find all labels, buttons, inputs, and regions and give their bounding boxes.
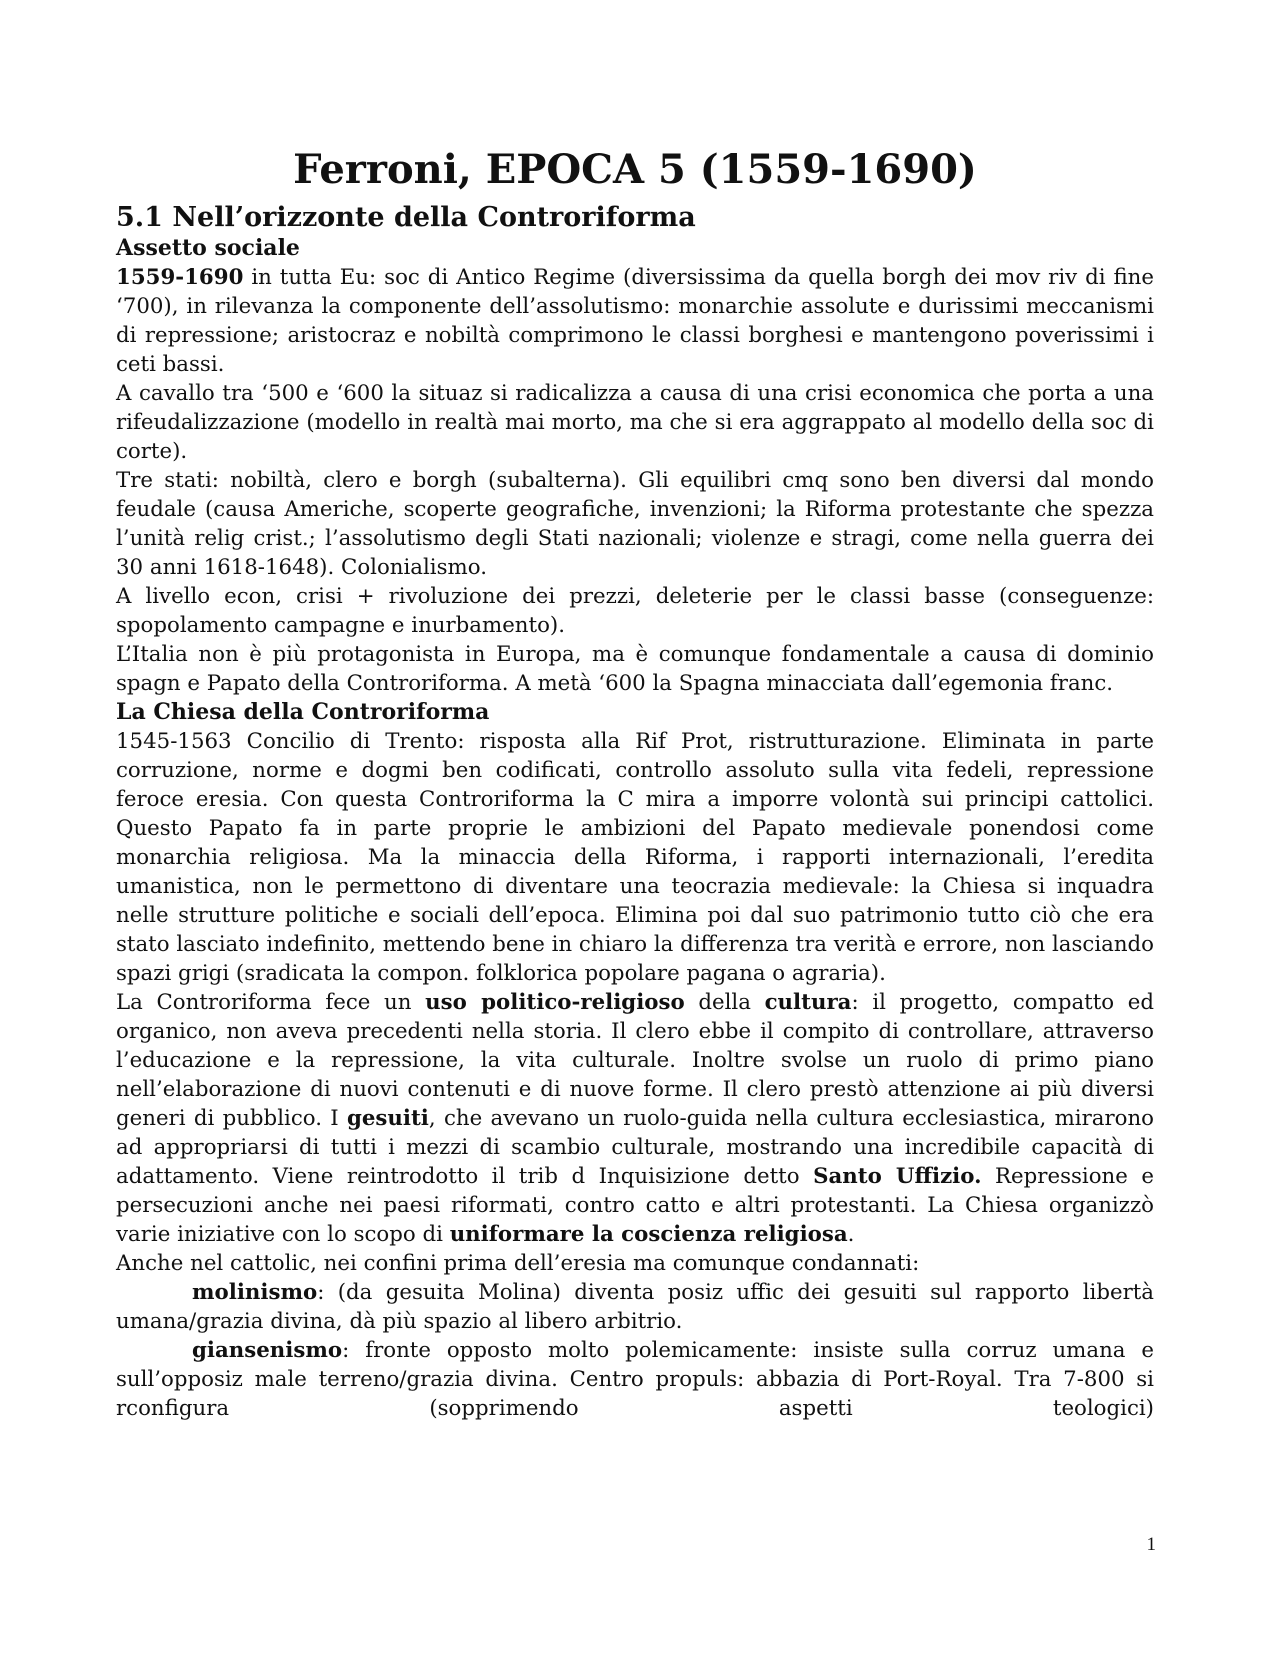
page-content [116, 144, 1154, 1423]
bold-term: uso politico-religioso [425, 990, 685, 1015]
bold-term: Santo Uffizio. [813, 1164, 982, 1189]
bold-term: cultura [764, 990, 852, 1015]
subheading-assetto-sociale: Assetto sociale [116, 235, 300, 261]
text-run: . [847, 1222, 855, 1247]
paragraph-7 [116, 988, 1154, 1249]
text-run: : (da gesuita Molina) diventa posiz uffic dei gesuiti sul rapporto libertà umana/grazia divina, dà più spazio al libero arbitrio. [116, 1280, 1154, 1334]
paragraph-6: 1545-1563 Concilio di Trento: risposta alla Rif Prot, ristrutturazione. Eliminata in parte corruzione, norme e dogmi ben codificati, controllo assoluto sulla vita fedeli, repressione feroce eresia. Con questa Controriforma la C mira a imporre volontà sui principi cattolici. Questo Papato fa in parte proprie le ambizioni del Papato medievale ponendosi come monarchia religiosa. Ma la minaccia della Riforma, i rapporti internazionali, l’eredita umanistica, non le permettono di diventare una teocrazia medievale: la Chiesa si inquadra nelle strutture politiche e sociali dell’epoca. Elimina poi dal suo patrimonio tutto ciò che era stato lasciato indefinito, mettendo bene in chiaro la differenza tra verità e errore, non lasciando spazi grigi (sradicata la compon. folklorica popolare pagana o agraria). [116, 729, 1154, 986]
bold-term: uniformare la coscienza religiosa [449, 1222, 848, 1247]
paragraph-1-text: in tutta Eu: soc di Antico Regime (diversissima da quella borgh dei mov riv di fine ‘700), in rilevanza la componente dell’assolutismo: monarchie assolute e durissimi meccanismi di repressione; aristocraz e nobiltà comprimono le classi borghesi e mantengono poverissimi i ceti bassi. [116, 265, 1154, 377]
subheading-chiesa: La Chiesa della Controriforma [116, 699, 490, 725]
text-run: : fronte opposto molto polemicamente: insiste sulla corruz umana e sull’opposiz male terreno/grazia divina. Centro propuls: abbazia di Port-Royal. Tra 7-800 si rconfigura (sopprimendo aspetti teologici) [116, 1338, 1154, 1421]
paragraph-molinismo [116, 1278, 1154, 1336]
page-number: 1 [1146, 1534, 1156, 1555]
document-title: Ferroni, EPOCA 5 (1559-1690) [293, 146, 977, 193]
section-heading: 5.1 Nell’orizzonte della Controriforma [116, 202, 696, 233]
text-run: della [684, 990, 765, 1015]
paragraph-1 [116, 263, 1154, 379]
bold-term: giansenismo [192, 1338, 343, 1363]
text-run: La Controriforma fece un [116, 990, 426, 1015]
text-run: Repressione e persecuzioni anche nei paesi riformati, contro catto e altri protestanti. La Chiesa organizzò varie iniziative con lo scopo di [116, 1164, 1154, 1247]
text-run: : il progetto, compatto ed organico, non aveva precedenti nella storia. Il clero ebbe il compito di controllare, attraverso l’educazione e la repressione, la vita culturale. Inoltre svolse un ruolo di primo piano nell’elaborazione di nuovi contenuti e di nuove forme. Il clero prestò attenzione ai più diversi generi di pubblico. I [116, 990, 1154, 1131]
paragraph-2: A cavallo tra ‘500 e ‘600 la situaz si radicalizza a causa di una crisi economica che porta a una rifeudalizzazione (modello in realtà mai morto, ma che si era aggrappato al modello della soc di corte). [116, 381, 1154, 464]
paragraph-3: Tre stati: nobiltà, clero e borgh (subalterna). Gli equilibri cmq sono ben diversi dal mondo feudale (causa Americhe, scoperte geografiche, invenzioni; la Riforma protestante che spezza l’unità relig crist.; l’assolutismo degli Stati nazionali; violenze e stragi, come nella guerra dei 30 anni 1618-1648). Colonialismo. [116, 468, 1154, 580]
bold-dates: 1559-1690 [116, 265, 244, 290]
paragraph-8: Anche nel cattolic, nei confini prima dell’eresia ma comunque condannati: [116, 1251, 920, 1276]
paragraph-4: A livello econ, crisi + rivoluzione dei prezzi, deleterie per le classi basse (conseguenze: spopolamento campagne e inurbamento). [116, 584, 1154, 638]
paragraph-giansenismo [116, 1336, 1154, 1423]
text-run: , che avevano un ruolo-guida nella cultura ecclesiastica, mirarono ad appropriarsi di tutti i mezzi di scambio culturale, mostrando una incredibile capacità di adattamento. Viene reintrodotto il trib d Inquisizione detto [116, 1106, 1154, 1189]
bold-term: molinismo [192, 1280, 318, 1305]
paragraph-5: L’Italia non è più protagonista in Europa, ma è comunque fondamentale a causa di dominio spagn e Papato della Controriforma. A metà ‘600 la Spagna minacciata dall’egemonia franc. [116, 642, 1154, 696]
bold-term: gesuiti [346, 1106, 429, 1131]
